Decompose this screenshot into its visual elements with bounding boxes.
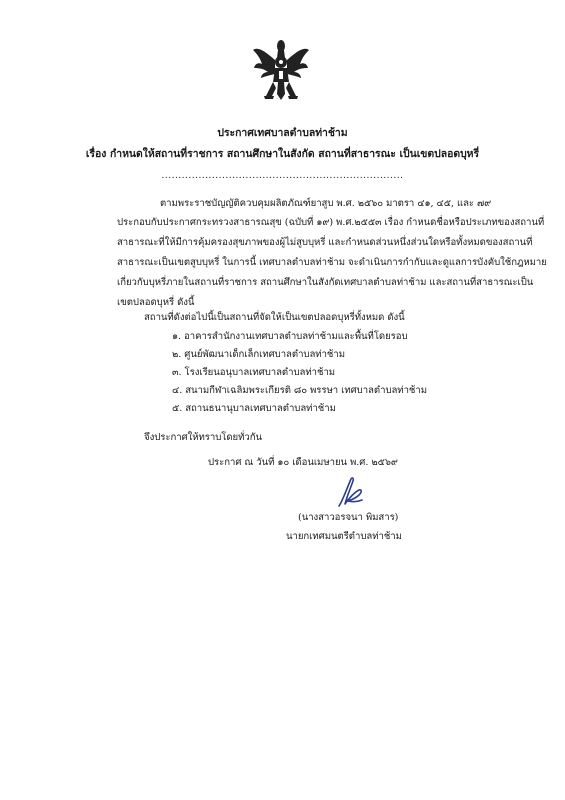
places-intro: สถานที่ดังต่อไปนี้เป็นสถานที่จัดให้เป็นเขตปลอดบุหรี่ทั้งหมด ดังนี้: [144, 312, 405, 323]
paragraph-line-6: เขตปลอดบุหรี่ ดังนี้: [117, 297, 195, 308]
announcement-title: ประกาศเทศบาลตำบลท่าช้าม: [217, 127, 348, 139]
signatory-name: (นางสาวอรจนา พิมสาร): [298, 512, 399, 523]
paragraph-line-5: เกี่ยวกับบุหรี่ภายในสถานที่ราชการ สถานศึกษาในสังกัดเทศบาลตำบลท่าช้าม และสถานที่สาธารณะเป็น: [117, 277, 534, 288]
paragraph-line-3: สาธารณะที่ให้มีการคุ้มครองสุขภาพของผู้ไม่สูบบุหรี่ และกำหนดส่วนหนึ่งส่วนใดหรือทั้งหมดของสถานที่: [117, 237, 533, 248]
place-item: ๓. โรงเรียนอนุบาลเทศบาลตำบลท่าช้าม: [172, 367, 336, 378]
place-item: ๒. ศูนย์พัฒนาเด็กเล็กเทศบาลตำบลท่าช้าม: [172, 349, 345, 360]
paragraph-line-4: สาธารณะเป็นเขตสูบบุหรี่ ในการนี้ เทศบาลตำบลท่าช้าม จะดำเนินการกำกับและดูแลการบังคับใช้กฎหมาย: [117, 257, 547, 268]
announcement-date: ประกาศ ณ วันที่ ๑๐ เดือนเมษายน พ.ศ. ๒๕๖๙: [208, 457, 398, 468]
place-item: ๑. อาคารสำนักงานเทศบาลตำบลท่าช้ามและพื้นที่โดยรอบ: [172, 331, 408, 342]
announcement-subject: เรื่อง กำหนดให้สถานที่ราชการ สถานศึกษาในสังกัด สถานที่สาธารณะ เป็นเขตปลอดบุหรี่: [85, 148, 480, 160]
separator-line: ........................................................................: [161, 171, 404, 181]
signature-icon: [333, 474, 367, 510]
paragraph-line-2: ประกอบกับประกาศกระทรวงสาธารณสุข (ฉบับที่ ๑๙) พ.ศ.๒๕๕๓ เรื่อง กำหนดชื่อหรือประเภทของสถานที่: [117, 217, 545, 228]
garuda-emblem-icon: [252, 38, 310, 106]
closing-statement: จึงประกาศให้ทราบโดยทั่วกัน: [144, 432, 262, 443]
place-item: ๕. สถานธนานุบาลเทศบาลตำบลท่าช้าม: [172, 403, 336, 414]
paragraph-line-1: ตามพระราชบัญญัติควบคุมผลิตภัณฑ์ยาสูบ พ.ศ. ๒๕๖๐ มาตรา ๔๑, ๔๕, และ ๗๙: [160, 198, 492, 209]
signatory-position: นายกเทศมนตรีตำบลท่าช้าม: [286, 531, 402, 542]
place-item: ๔. สนามกีฬาเฉลิมพระเกียรติ ๘๐ พรรษา เทศบาลตำบลท่าช้าม: [172, 385, 427, 396]
